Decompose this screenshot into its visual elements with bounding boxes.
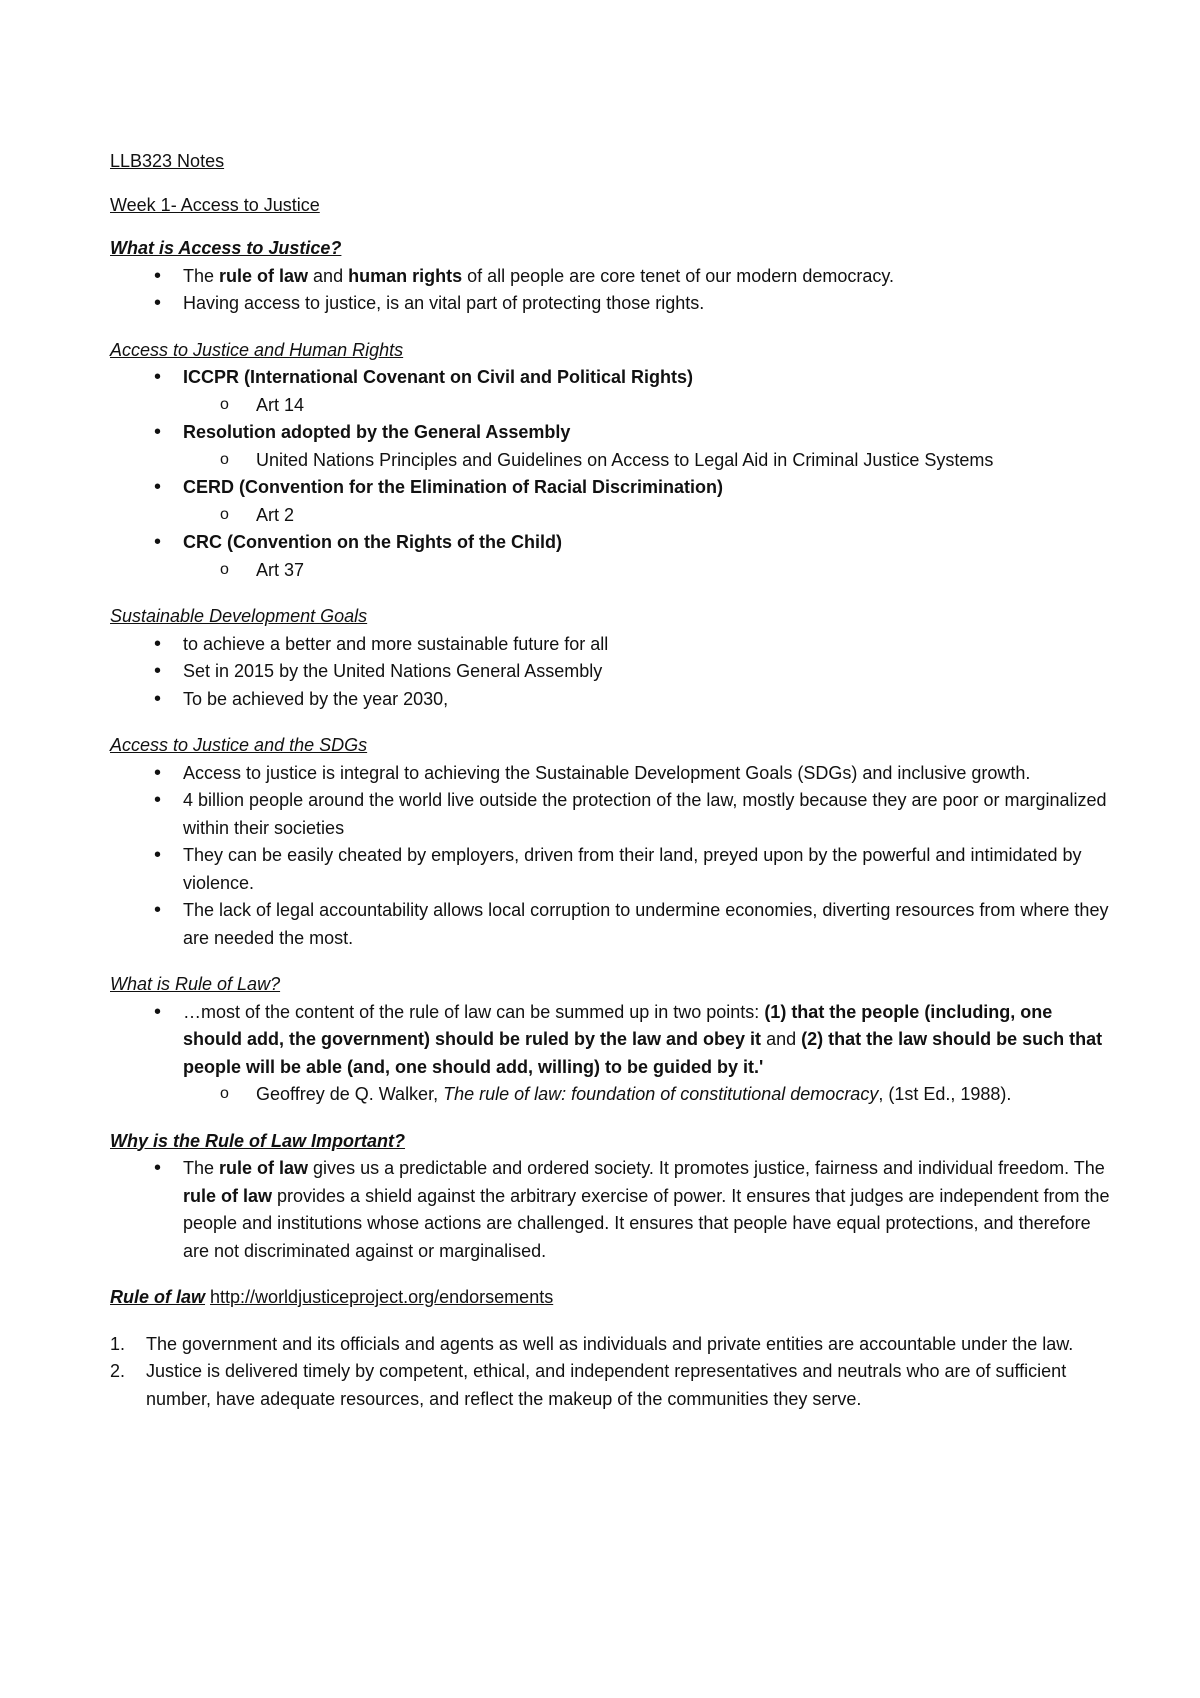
section-heading — [110, 603, 1110, 631]
list-item — [110, 419, 1110, 447]
list-item: • 4 billion people around the world live outside the protection of the law, mostly because they are poor or marginalized within their societies — [110, 787, 1110, 842]
bold-term: rule of law — [219, 1158, 309, 1178]
heading-what-is-access: What is Access to Justice? — [110, 238, 342, 258]
text-span: of all people are core tenet of our modern democracy. — [462, 265, 895, 286]
list-item — [110, 529, 1110, 557]
bold-quote: (1) that the people (including, one should add, the government) should be ruled by the law and obey it — [183, 1001, 1053, 1049]
citation-tail: , (1st Ed., 1988). — [878, 1084, 1012, 1104]
bullet-list — [110, 631, 1110, 714]
list-item: • Having access to justice, is an vital part of protecting those rights. — [110, 290, 1110, 318]
instrument-label: CRC (Convention on the Rights of the Child) — [183, 532, 562, 552]
heading-human-rights: Access to Justice and Human Rights — [110, 339, 404, 360]
bullet-list — [110, 364, 1110, 584]
list-item: • Set in 2015 by the United Nations General Assembly — [110, 658, 1110, 686]
item-text: Justice is delivered timely by competent, ethical, and independent representatives and neutrals who are of sufficient number, have adequate resources, and reflect the makeup of the communities they serve. — [146, 1361, 1067, 1409]
bullet-list — [110, 999, 1110, 1109]
instrument-label: ICCPR (International Covenant on Civil and Political Rights) — [183, 367, 694, 387]
citation-item — [110, 1081, 1110, 1109]
item-text: The government and its officials and agents as well as individuals and private entities are accountable under the law. — [146, 1333, 1074, 1354]
list-item — [110, 474, 1110, 502]
section-heading — [110, 971, 1110, 999]
bullet-list — [110, 263, 1110, 318]
numbered-item — [110, 1331, 1110, 1359]
item-number: 1. — [110, 1333, 126, 1354]
text-span: …most of the content of the rule of law can be summed up in two points: — [183, 1001, 765, 1022]
bold-quote: (2) that the law should be such that people will be able (and, one should add, willing) to be guided by it.' — [183, 1029, 1103, 1077]
section-heading — [110, 1284, 1110, 1312]
instrument-label: CERD (Convention for the Elimination of Racial Discrimination) — [183, 477, 724, 497]
numbered-list — [110, 1331, 1110, 1414]
week-heading: Week 1- Access to Justice — [110, 194, 320, 215]
sub-list-item: o United Nations Principles and Guidelines on Access to Legal Aid in Criminal Justice Systems — [110, 447, 1110, 475]
numbered-item — [110, 1358, 1110, 1413]
list-item: • They can be easily cheated by employers, driven from their land, preyed upon by the powerful and intimidated by violence. — [110, 842, 1110, 897]
document-title: LLB323 Notes — [110, 151, 225, 171]
quote-item — [110, 999, 1110, 1082]
list-item: • to achieve a better and more sustainable future for all — [110, 631, 1110, 659]
text-span: provides a shield against the arbitrary exercise of power. It ensures that judges are independent from the people and institutions whose actions are challenged. It ensures that people have equal protections, and therefore are not discriminated against or marginalised. — [183, 1185, 1110, 1261]
bold-term: rule of law — [219, 265, 309, 286]
heading-why-important: Why is the Rule of Law Important? — [110, 1130, 406, 1151]
endorsements-link[interactable]: http://worldjusticeproject.org/endorsements — [210, 1287, 554, 1307]
citation-title: The rule of law: foundation of constitutional democracy — [443, 1084, 879, 1104]
heading-rule-of-law-link: Rule of law — [110, 1287, 206, 1307]
section-heading — [110, 1128, 1110, 1156]
list-item — [110, 263, 1110, 291]
section-heading — [110, 732, 1110, 760]
heading-access-sdgs: Access to Justice and the SDGs — [110, 735, 368, 755]
heading-rule-of-law: What is Rule of Law? — [110, 974, 281, 994]
text-span: gives us a predictable and ordered society. It promotes justice, fairness and individual freedom. The — [308, 1158, 1105, 1178]
list-item — [110, 364, 1110, 392]
text-span: The — [183, 1158, 220, 1178]
bullet-list — [110, 1155, 1110, 1265]
section-heading — [110, 235, 1110, 263]
bold-term: rule of law — [183, 1185, 273, 1206]
list-item: • To be achieved by the year 2030, — [110, 686, 1110, 714]
list-item: • Access to justice is integral to achieving the Sustainable Development Goals (SDGs) and inclusive growth. — [110, 760, 1110, 788]
text-span: The — [183, 265, 220, 286]
citation-author: Geoffrey de Q. Walker, — [256, 1084, 444, 1104]
list-item — [110, 1155, 1110, 1265]
list-item: • The lack of legal accountability allows local corruption to undermine economies, diverting resources from where they are needed the most. — [110, 897, 1110, 952]
item-number: 2. — [110, 1361, 126, 1381]
text-span: and — [761, 1029, 802, 1049]
heading-sdg: Sustainable Development Goals — [110, 606, 368, 626]
sub-list-item: o Art 37 — [110, 557, 1110, 585]
text-span: and — [308, 265, 349, 286]
bullet-list — [110, 760, 1110, 953]
instrument-label: Resolution adopted by the General Assembly — [183, 422, 571, 442]
sub-list-item: o Art 2 — [110, 502, 1110, 530]
section-heading — [110, 337, 1110, 365]
sub-list-item: o Art 14 — [110, 392, 1110, 420]
document-page — [110, 148, 1110, 1413]
bold-term: human rights — [348, 265, 463, 286]
